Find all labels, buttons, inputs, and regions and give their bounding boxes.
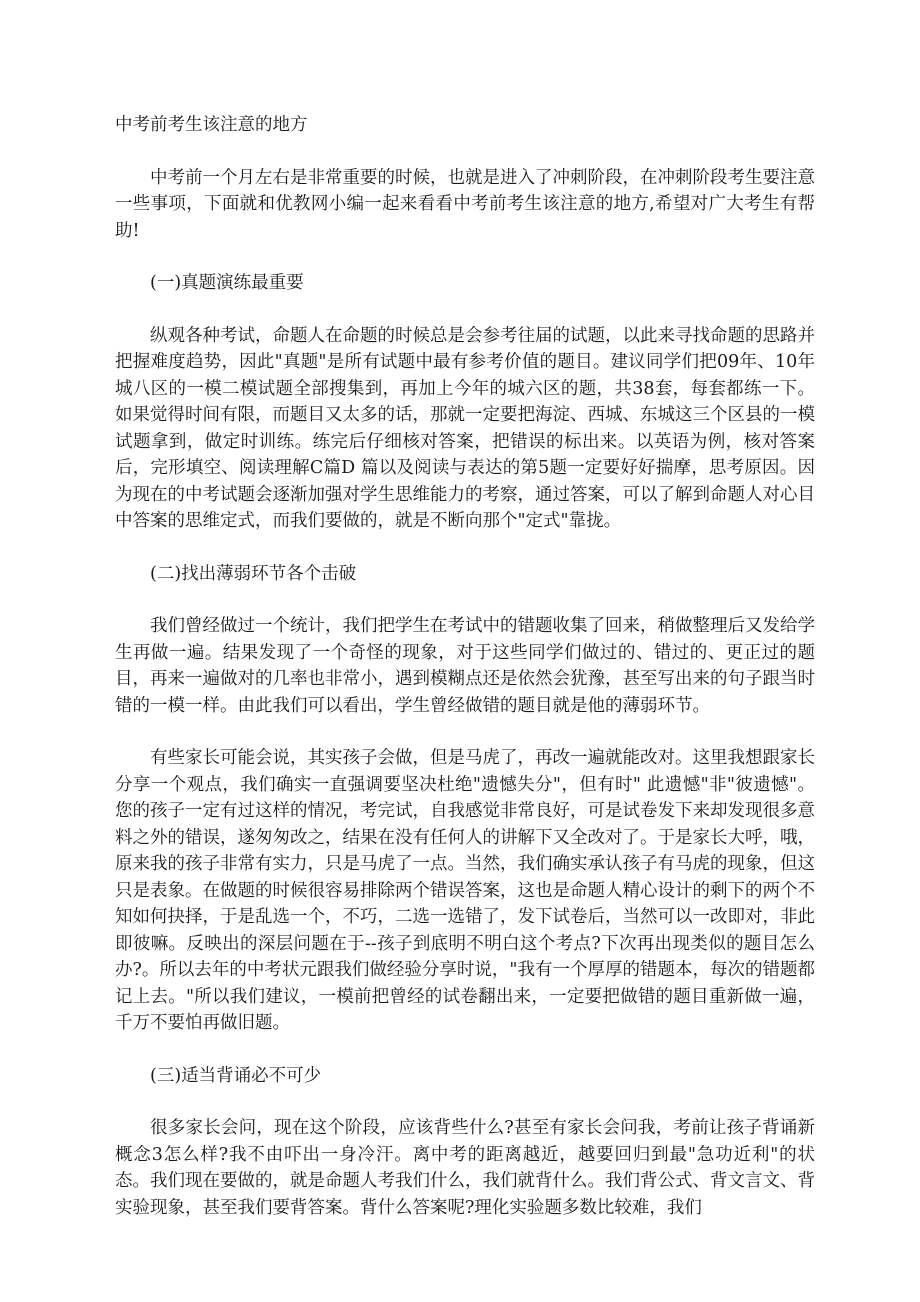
section-2-paragraph-2: 有些家长可能会说，其实孩子会做，但是马虎了，再改一遍就能改对。这里我想跟家长分享一个观点，我们确实一直强调要坚决杜绝"遗憾失分"，但有时" 此遗憾"非"彼遗憾"。您的孩子一定有过这样的情况，考完试，自我感觉非常良好，可是试卷发下来却发现很多意料之外的错误，遂匆匆改之，结果在没有任何人的讲解下又全改对了。于是家长大呼，哦，原来我的孩子非常有实力，只是马虎了一点。当然，我们确实承认孩子有马虎的现象，但这只是表象。在做题的时候很容易排除两个错误答案，这也是命题人精心设计的剩下的两个不知如何抉择，于是乱选一个，不巧，二选一选错了，发下试卷后，当然可以一改即对，非此即彼嘛。反映出的深层问题在于--孩子到底明不明白这个考点?下次再出现类似的题目怎么办?。所以去年的中考状元跟我们做经验分享时说，"我有一个厚厚的错题本，每次的错题都记上去。"所以我们建议，一模前把曾经的试卷翻出来，一定要把做错的题目重新做一遍，千万不要怕再做旧题。: [115, 748, 815, 1033]
section-2-paragraph-1: 我们曾经做过一个统计，我们把学生在考试中的错题收集了回来，稍做整理后又发给学生再做一遍。结果发现了一个奇怪的现象，对于这些同学们做过的、错过的、更正过的题目，再来一遍做对的几率也非常小，遇到模糊点还是依然会犹豫，甚至写出来的句子跟当时错的一模一样。由此我们可以看出，学生曾经做错的题目就是他的薄弱环节。: [115, 616, 815, 716]
section-3-paragraph: 很多家长会问，现在这个阶段，应该背些什么?甚至有家长会问我，考前让孩子背诵新概念3怎么样?我不由吓出一身冷汗。离中考的距离越近，越要回归到最"急功近利"的状态。我们现在要做的，就是命题人考我们什么，我们就背什么。我们背公式、背文言文、背实验现象，甚至我们要背答案。背什么答案呢?理化实验题多数比较难，我们: [115, 1118, 815, 1218]
section-heading-3: (三)适当背诵必不可少: [150, 1065, 322, 1086]
document-title: 中考前考生该注意的地方: [115, 115, 308, 135]
section-heading-1: (一)真题演练最重要: [150, 273, 304, 293]
section-1-paragraph: 纵观各种考试，命题人在命题的时候总是会参考往届的试题，以此来寻找命题的思路并把握难度趋势，因此"真题"是所有试题中最有参考价值的题目。建议同学们把09年、10年城八区的一模二模试题全部搜集到，再加上今年的城六区的题，共38套，每套都练一下。如果觉得时间有限，而题目又太多的话，那就一定要把海淀、西城、东城这三个区县的一模试题拿到，做定时训练。练完后仔细核对答案，把错误的标出来。以英语为例，核对答案后，完形填空、阅读理解C篇D 篇以及阅读与表达的第5题一定要好好揣摩，思考原因。因为现在的中考试题会逐渐加强对学生思维能力的考察，通过答案，可以了解到命题人对心目中答案的思维定式，而我们要做的，就是不断向那个"定式"靠拢。: [115, 325, 815, 531]
intro-paragraph: 中考前一个月左右是非常重要的时候，也就是进入了冲刺阶段，在冲刺阶段考生要注意一些事项，下面就和优教网小编一起来看看中考前考生该注意的地方,希望对广大考生有帮助!: [115, 167, 815, 241]
section-heading-2: (二)找出薄弱环节各个击破: [150, 563, 357, 584]
document-body: [115, 112, 815, 1247]
